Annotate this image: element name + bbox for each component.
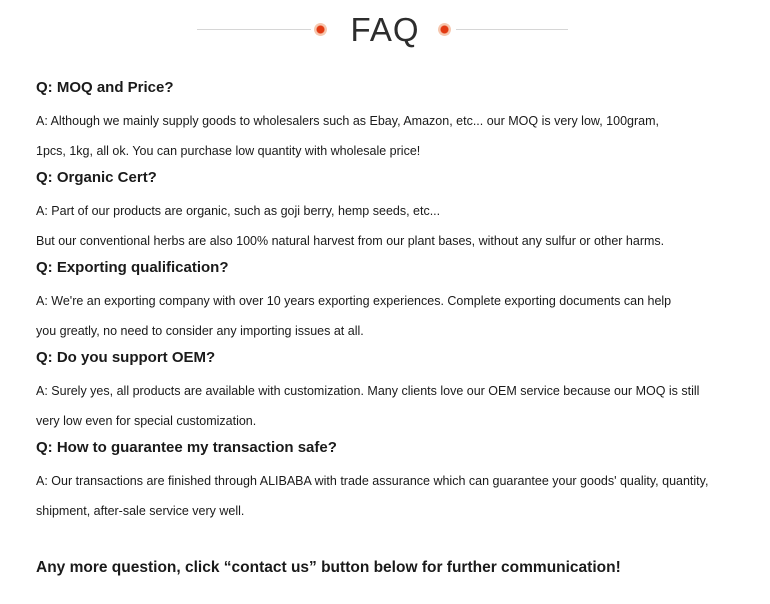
faq-question: Q: How to guarantee my transaction safe? bbox=[36, 439, 337, 456]
faq-list bbox=[36, 78, 760, 526]
faq-item-oem bbox=[36, 348, 760, 436]
faq-answer-line: A: Although we mainly supply goods to wholesalers such as Ebay, Amazon, etc... our MOQ is very low, 100gram, bbox=[36, 114, 659, 128]
faq-item-moq bbox=[36, 78, 760, 166]
faq-question: Q: Exporting qualification? bbox=[36, 259, 229, 276]
page-title: FAQ bbox=[350, 11, 420, 48]
faq-answer-line: A: Our transactions are finished through ALIBABA with trade assurance which can guarantee your goods' quality, quantity, bbox=[36, 474, 709, 488]
faq-answer-line: you greatly, no need to consider any importing issues at all. bbox=[36, 324, 364, 338]
faq-answer-line: very low even for special customization. bbox=[36, 414, 257, 428]
faq-item-transaction bbox=[36, 438, 760, 526]
faq-answer bbox=[36, 196, 760, 256]
faq-question: Q: MOQ and Price? bbox=[36, 79, 174, 96]
faq-answer bbox=[36, 286, 760, 346]
faq-answer bbox=[36, 376, 760, 436]
faq-question: Q: Organic Cert? bbox=[36, 169, 157, 186]
faq-answer-line: But our conventional herbs are also 100% natural harvest from our plant bases, without any sulfur or other harms. bbox=[36, 234, 665, 248]
faq-answer bbox=[36, 106, 760, 166]
faq-answer-line: A: Surely yes, all products are available with customization. Many clients love our OEM service because our MOQ is still bbox=[36, 384, 700, 398]
faq-header bbox=[0, 0, 770, 62]
header-divider-right bbox=[456, 29, 568, 30]
faq-answer bbox=[36, 466, 760, 526]
faq-item-organic bbox=[36, 168, 760, 256]
faq-answer-line: shipment, after-sale service very well. bbox=[36, 504, 245, 518]
header-dot-icon-right bbox=[438, 23, 451, 36]
faq-item-exporting bbox=[36, 258, 760, 346]
faq-answer-line: A: Part of our products are organic, such as goji berry, hemp seeds, etc... bbox=[36, 204, 441, 218]
faq-question: Q: Do you support OEM? bbox=[36, 349, 216, 366]
faq-answer-line: A: We're an exporting company with over 10 years exporting experiences. Complete exporting documents can help bbox=[36, 294, 672, 308]
faq-answer-line: 1pcs, 1kg, all ok. You can purchase low quantity with wholesale price! bbox=[36, 144, 421, 158]
contact-us-note: Any more question, click “contact us” button below for further communication! bbox=[36, 559, 621, 576]
